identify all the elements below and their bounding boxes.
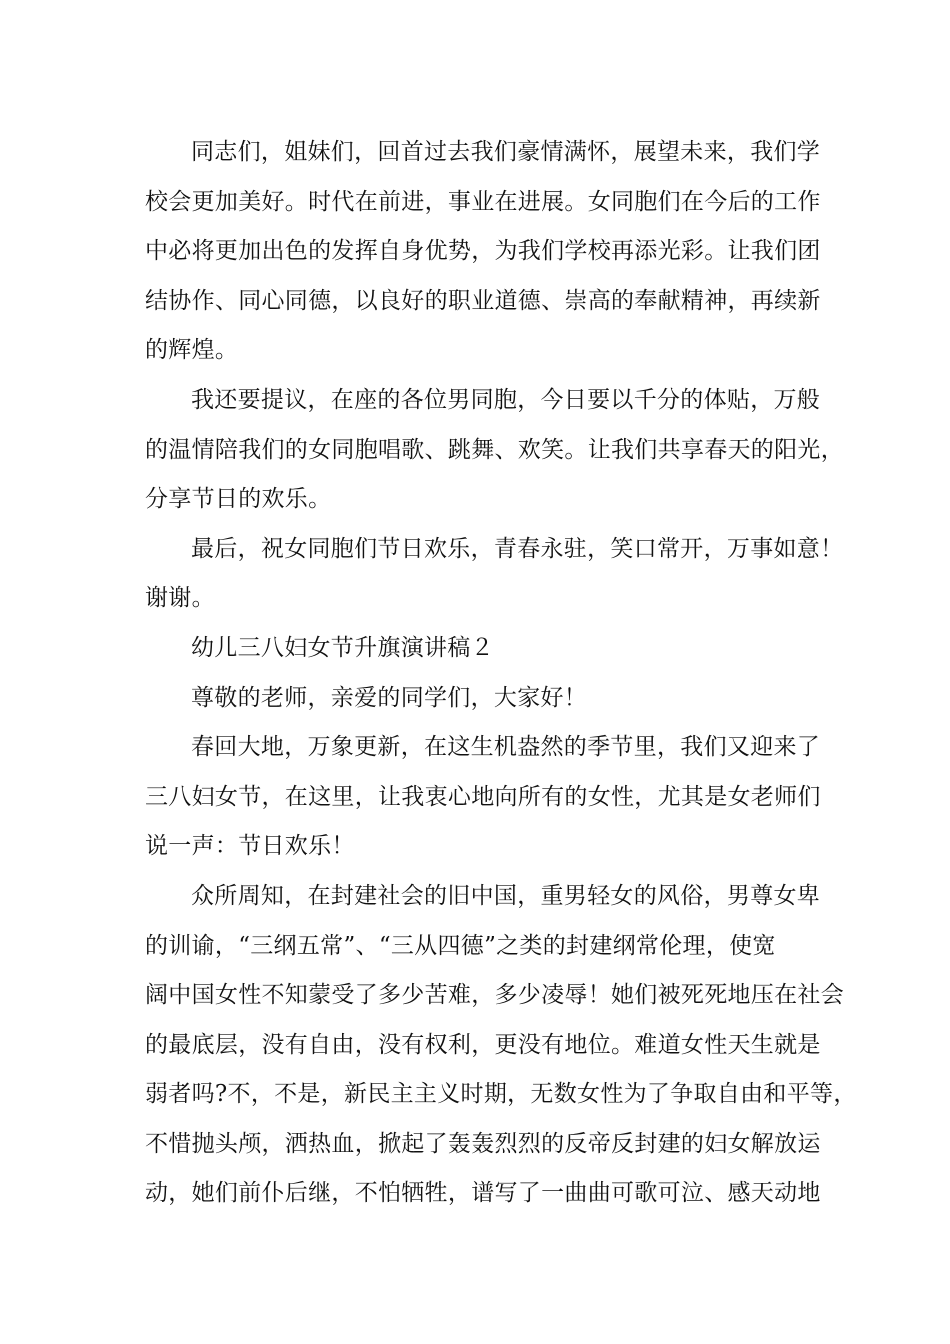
text-line: 我还要提议，在座的各位男同胞，今日要以千分的体贴，万般 bbox=[191, 386, 821, 413]
paragraph-history bbox=[145, 872, 857, 1219]
document-body bbox=[145, 128, 857, 1219]
text-line: 的温情陪我们的女同胞唱歌、跳舞、欢笑。让我们共享春天的阳光， bbox=[145, 436, 844, 463]
section-title bbox=[145, 624, 835, 674]
text-line: 分享节日的欢乐。 bbox=[145, 486, 332, 513]
text-line: 尊敬的老师，亲爱的同学们，大家好！ bbox=[191, 684, 588, 711]
text-line: 不惜抛头颅，洒热血，掀起了轰轰烈烈的反帝反封建的妇女解放运 bbox=[145, 1130, 821, 1157]
text-line: 最后，祝女同胞们节日欢乐，青春永驻，笑口常开，万事如意！ bbox=[191, 535, 844, 562]
paragraph-proposal bbox=[145, 376, 844, 525]
text-line: 幼儿三八妇女节升旗演讲稿２ bbox=[191, 634, 494, 661]
text-line: 同志们，姐妹们，回首过去我们豪情满怀，展望未来，我们学 bbox=[191, 139, 821, 165]
text-line: 结协作、同心同德，以良好的职业道德、崇高的奉献精神，再续新 bbox=[145, 287, 821, 314]
paragraph-spring bbox=[145, 723, 835, 872]
text-line: 的辉煌。 bbox=[145, 337, 239, 364]
text-line: 的最底层，没有自由，没有权利，更没有地位。难道女性天生就是 bbox=[145, 1031, 821, 1058]
text-line: 三八妇女节，在这里，让我衷心地向所有的女性，尤其是女老师们 bbox=[145, 783, 821, 810]
paragraph-greeting bbox=[145, 674, 835, 724]
text-line: 众所周知，在封建社会的旧中国，重男轻女的风俗，男尊女卑 bbox=[191, 882, 821, 909]
text-line: 说一声：节日欢乐！ bbox=[145, 833, 355, 860]
text-line: 中必将更加出色的发挥自身优势，为我们学校再添光彩。让我们团 bbox=[145, 238, 821, 265]
text-line: 春回大地，万象更新，在这生机盎然的季节里，我们又迎来了 bbox=[191, 734, 821, 761]
text-line: 校会更加美好。时代在前进，事业在进展。女同胞们在今后的工作 bbox=[145, 188, 821, 215]
paragraph-wishes bbox=[145, 525, 844, 624]
text-line: 的训谕，“三纲五常”、“三从四德”之类的封建纲常伦理，使宽 bbox=[145, 932, 776, 959]
paragraph-closing-remarks bbox=[145, 128, 835, 376]
text-line: 弱者吗?不，不是，新民主主义时期，无数女性为了争取自由和平等， bbox=[145, 1081, 857, 1108]
text-line: 阔中国女性不知蒙受了多少苦难，多少凌辱！她们被死死地压在社会 bbox=[145, 982, 844, 1009]
text-line: 谢谢。 bbox=[145, 585, 215, 612]
text-line: 动，她们前仆后继，不怕牺牲，谱写了一曲曲可歌可泣、感天动地 bbox=[145, 1180, 821, 1207]
